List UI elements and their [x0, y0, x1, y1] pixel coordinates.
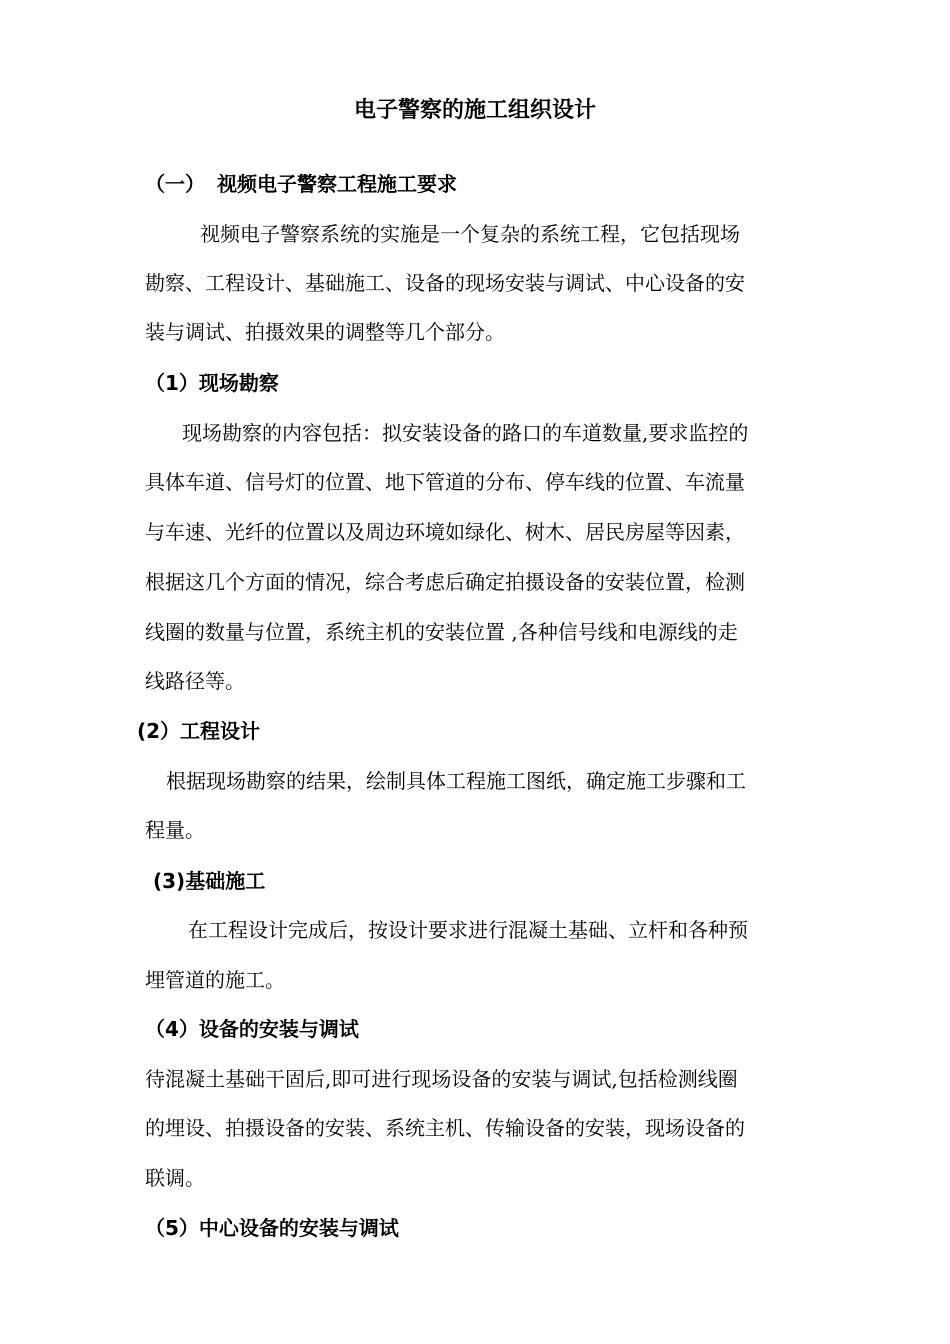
paragraph-line: 的埋设、拍摄设备的安装、系统主机、传输设备的安装，现场设备的	[145, 1116, 745, 1140]
paragraph-line: 根据现场勘察的结果，绘制具体工程施工图纸，确定施工步骤和工	[166, 769, 746, 793]
paragraph-line: 装与调试、拍摄效果的调整等几个部分。	[145, 320, 505, 344]
paragraph-line: 与车速、光纤的位置以及周边环境如绿化、树木、居民房屋等因素，	[145, 520, 745, 544]
section-heading-text: 视频电子警察工程施工要求	[217, 172, 457, 196]
subsection-heading: （4）设备的安装与调试	[145, 1017, 359, 1041]
subsection-heading: (3)基础施工	[153, 869, 266, 893]
page-title: 电子警察的施工组织设计	[353, 98, 596, 123]
paragraph-line: 待混凝土基础干固后,即可进行现场设备的安装与调试,包括检测线圈	[145, 1067, 738, 1091]
paragraph-line: 具体车道、信号灯的位置、地下管道的分布、停车线的位置、车流量	[145, 470, 745, 494]
paragraph-line: 根据这几个方面的情况，综合考虑后确定拍摄设备的安装位置，检测	[145, 570, 745, 594]
section-heading	[145, 169, 457, 199]
subsection-heading: (2）工程设计	[137, 719, 261, 743]
paragraph-line: 埋管道的施工。	[145, 968, 285, 992]
subsection-heading: （5）中心设备的安装与调试	[145, 1216, 399, 1240]
paragraph-line: 视频电子警察系统的实施是一个复杂的系统工程，它包括现场	[200, 222, 740, 246]
paragraph-line: 联调。	[145, 1166, 205, 1190]
subsection-heading: （1）现场勘察	[145, 371, 279, 395]
paragraph-line: 线圈的数量与位置，系统主机的安装位置 ,各种信号线和电源线的走	[145, 620, 738, 644]
section-heading-prefix: （一）	[145, 172, 205, 196]
paragraph-line: 勘察、工程设计、基础施工、设备的现场安装与调试、中心设备的安	[145, 271, 745, 295]
paragraph-line: 在工程设计完成后，按设计要求进行混凝土基础、立杆和各种预	[188, 918, 748, 942]
paragraph-line: 现场勘察的内容包括：拟安装设备的路口的车道数量,要求监控的	[182, 421, 749, 445]
paragraph-line: 程量。	[145, 818, 205, 842]
paragraph-line: 线路径等。	[145, 669, 245, 693]
